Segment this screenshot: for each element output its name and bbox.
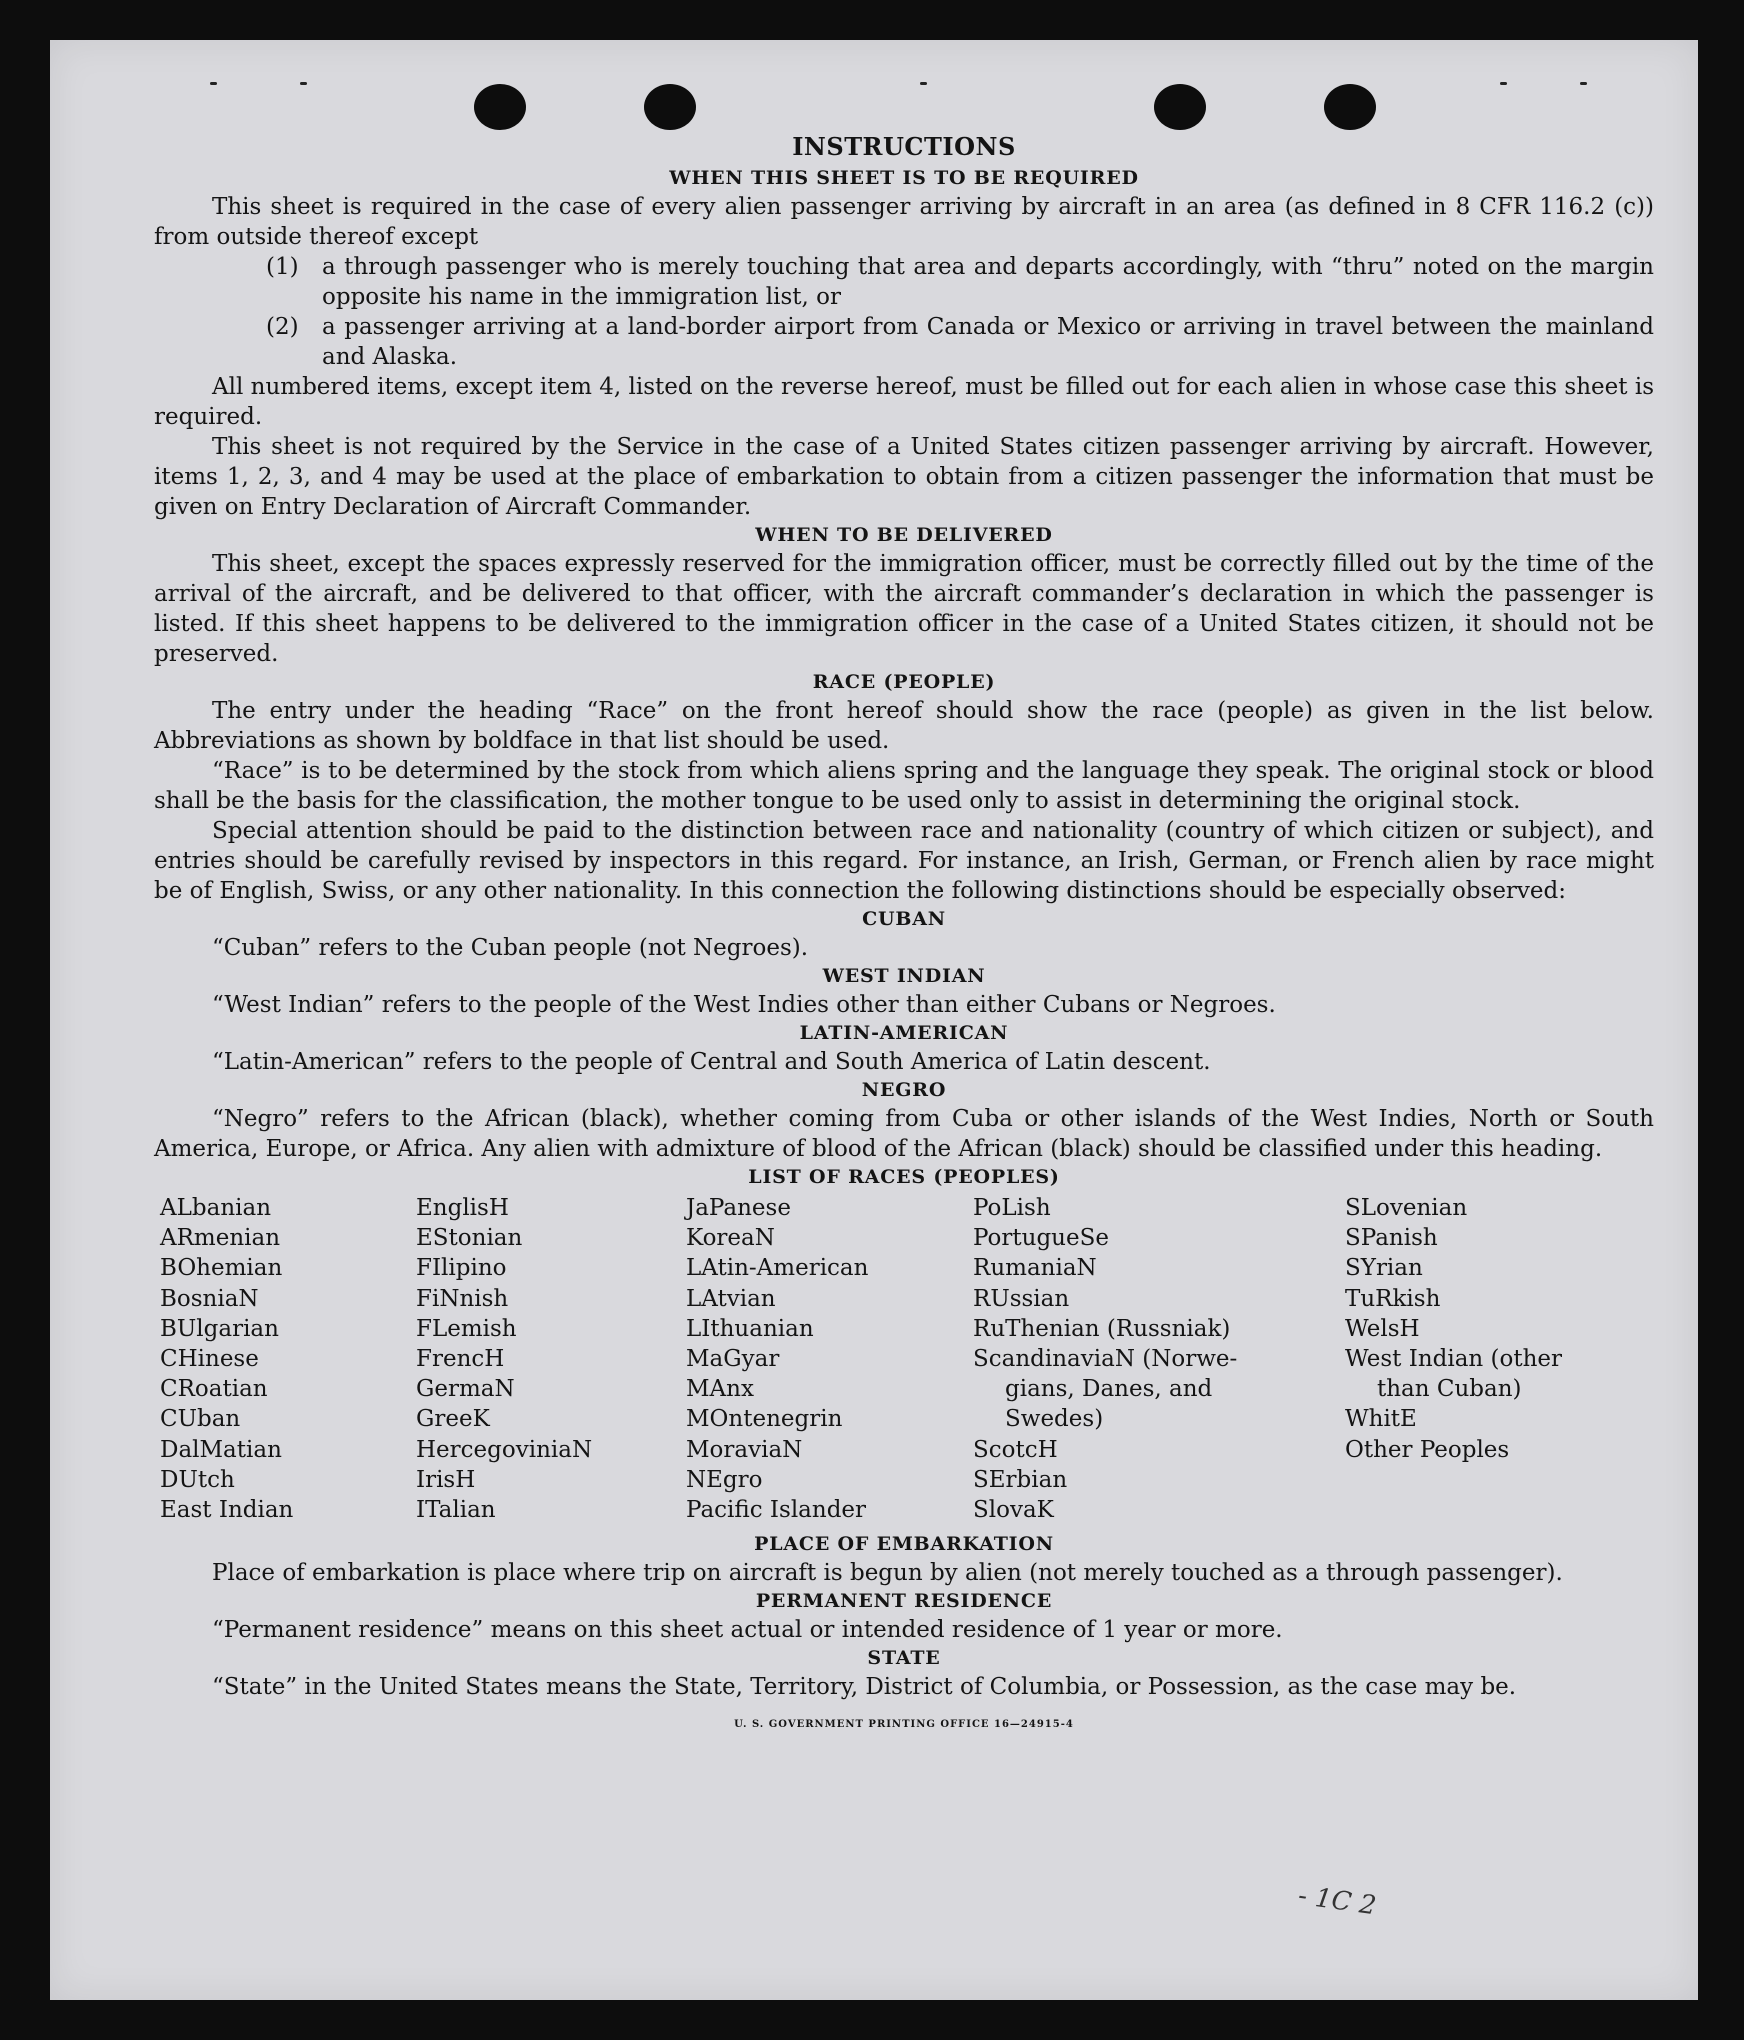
printer-imprint: U. S. GOVERNMENT PRINTING OFFICE 16—24915-4: [734, 1719, 1074, 1731]
paragraph: This sheet is not required by the Service in the case of a United States citizen passenger arriving by aircraft. However, items 1, 2, 3, and 4 may be used at the place of embarkation to obtain from a citizen passenger the information that must be given on Entry Declaration of Aircraft Commander.: [154, 434, 1654, 520]
race-entry: EnglisH: [416, 1195, 509, 1221]
paragraph: All numbered items, except item 4, listed on the reverse hereof, must be filled out for each alien in whose case this sheet is required.: [154, 374, 1654, 430]
punch-hole: [1154, 84, 1206, 130]
speck: [1500, 82, 1507, 85]
race-entry: KoreaN: [686, 1225, 775, 1252]
race-entry: SPanish: [1345, 1225, 1438, 1252]
race-entry: gians, Danes, and: [1005, 1376, 1213, 1403]
section-heading: CUBAN: [862, 908, 946, 930]
race-column: [416, 1193, 686, 1525]
race-entry: MaGyar: [686, 1346, 780, 1373]
race-entry: EStonian: [416, 1225, 523, 1252]
race-entry: IrisH: [416, 1466, 476, 1493]
race-entry: SLovenian: [1345, 1195, 1468, 1221]
paragraph: This sheet, except the spaces expressly reserved for the immigration officer, must be correctly filled out by the time of the arrival of the aircraft, and be delivered to that officer, with the aircraft commander’s declaration in which the passenger is listed. If this sheet happens to be delivered to the immigration officer in the case of a United States citizen, it should not be preserved.: [154, 551, 1654, 667]
race-entry: FIlipino: [416, 1255, 507, 1282]
paragraph: “West Indian” refers to the people of the West Indies other than either Cubans or Negroes.: [212, 992, 1276, 1018]
paragraph: “Latin-American” refers to the people of Central and South America of Latin descent.: [212, 1049, 1211, 1075]
race-entry: SYrian: [1345, 1255, 1423, 1282]
punch-hole: [644, 84, 696, 130]
paragraph: The entry under the heading “Race” on the front hereof should show the race (people) as given in the list below. Abbreviations as shown by boldface in that list should be used.: [154, 698, 1654, 754]
paragraph: “Cuban” refers to the Cuban people (not Negroes).: [212, 935, 809, 961]
race-entry: CRoatian: [160, 1376, 268, 1403]
punch-hole: [474, 84, 526, 130]
race-entry: TuRkish: [1345, 1285, 1441, 1312]
speck: [300, 82, 307, 85]
race-entry: CUban: [160, 1406, 241, 1433]
race-entry: RUssian: [973, 1285, 1070, 1312]
section-heading: WEST INDIAN: [822, 965, 986, 987]
race-list: [160, 1193, 1654, 1525]
item-text: a passenger arriving at a land-border airport from Canada or Mexico or arriving in travel between the mainland and Alaska.: [322, 314, 1654, 370]
instructions-content: [154, 132, 1654, 1740]
section-heading: PLACE OF EMBARKATION: [754, 1533, 1054, 1556]
race-entry: LIthuanian: [686, 1315, 814, 1342]
list-item: [154, 252, 1654, 312]
document-sheet: [50, 40, 1698, 2000]
list-item: [154, 312, 1654, 372]
paragraph: “State” in the United States means the State, Territory, District of Columbia, or Possession, as the case may be.: [212, 1674, 1517, 1701]
section-heading: NEGRO: [861, 1079, 947, 1101]
race-entry: RumaniaN: [973, 1255, 1097, 1282]
page-title: INSTRUCTIONS: [792, 132, 1016, 161]
item-number: (2): [266, 314, 299, 340]
paragraph: “Race” is to be determined by the stock from which aliens spring and the language they speak. The original stock or blood shall be the basis for the classification, the mother tongue to be used only to assist in determining the original stock.: [154, 758, 1654, 814]
race-entry: FrencH: [416, 1346, 505, 1373]
race-column: [686, 1193, 973, 1525]
race-entry: CHinese: [160, 1346, 259, 1373]
race-entry: GermaN: [416, 1376, 515, 1403]
race-entry: MoraviaN: [686, 1436, 803, 1463]
paragraph: “Negro” refers to the African (black), whether coming from Cuba or other islands of the West Indies, North or South America, Europe, or Africa. Any alien with admixture of blood of the African (black) should be classified under this heading.: [154, 1106, 1654, 1162]
race-entry: SErbian: [973, 1466, 1068, 1493]
section-heading: PERMANENT RESIDENCE: [755, 1590, 1053, 1613]
race-entry: DUtch: [160, 1466, 235, 1493]
race-entry: Other Peoples: [1345, 1436, 1510, 1463]
speck: [920, 82, 927, 85]
race-entry: FLemish: [416, 1315, 517, 1342]
race-entry: MAnx: [686, 1376, 754, 1403]
race-entry: FiNnish: [416, 1285, 509, 1312]
race-entry: Swedes): [1005, 1406, 1104, 1433]
race-entry: ITalian: [416, 1497, 496, 1524]
speck: [210, 82, 217, 85]
race-entry: GreeK: [416, 1406, 490, 1433]
race-entry: DalMatian: [160, 1436, 282, 1463]
race-entry: LAtvian: [686, 1285, 776, 1312]
race-entry: ARmenian: [160, 1225, 281, 1252]
race-entry: MOntenegrin: [686, 1406, 843, 1433]
paragraph: Place of embarkation is place where trip on aircraft is begun by alien (not merely touched as a through passenger).: [212, 1560, 1563, 1587]
race-entry: ALbanian: [160, 1195, 272, 1221]
paragraph: This sheet is required in the case of every alien passenger arriving by aircraft in an area (as defined in 8 CFR 116.2 (c)) from outside thereof except: [154, 194, 1654, 250]
race-entry: West Indian (other: [1345, 1346, 1563, 1373]
section-heading: STATE: [867, 1647, 941, 1670]
race-column: [160, 1193, 416, 1525]
item-number: (1): [266, 254, 299, 280]
race-entry: PortugueSe: [973, 1225, 1109, 1252]
section-heading: WHEN THIS SHEET IS TO BE REQUIRED: [669, 167, 1139, 189]
race-entry: BOhemian: [160, 1255, 283, 1282]
punch-hole: [1324, 84, 1376, 130]
race-entry: JaPanese: [686, 1195, 791, 1221]
race-entry: ScandinaviaN (Norwe-: [973, 1346, 1238, 1373]
section-heading: LIST OF RACES (PEOPLES): [748, 1166, 1060, 1188]
item-text: a through passenger who is merely touching that area and departs accordingly, with “thru” noted on the margin opposite his name in the immigration list, or: [322, 254, 1654, 310]
race-entry: East Indian: [160, 1497, 294, 1524]
race-column: [1345, 1193, 1615, 1525]
race-column: [973, 1193, 1345, 1525]
paragraph: “Permanent residence” means on this sheet actual or intended residence of 1 year or more.: [212, 1617, 1283, 1644]
race-entry: HercegoviniaN: [416, 1436, 593, 1463]
race-entry: Pacific Islander: [686, 1497, 867, 1524]
race-entry: RuThenian (Russniak): [973, 1315, 1231, 1342]
race-entry: PoLish: [973, 1195, 1051, 1221]
section-heading: RACE (PEOPLE): [812, 671, 996, 693]
race-entry: LAtin-American: [686, 1255, 869, 1282]
section-heading: WHEN TO BE DELIVERED: [755, 524, 1053, 546]
handwritten-mark: - 1C 2: [1296, 1880, 1379, 1922]
race-entry: BosniaN: [160, 1285, 259, 1312]
race-entry: than Cuban): [1377, 1376, 1522, 1403]
race-entry: BUlgarian: [160, 1315, 279, 1342]
paragraph: Special attention should be paid to the distinction between race and nationality (country of which citizen or subject), and entries should be carefully revised by inspectors in this regard. For instance, an Irish, German, or French alien by race might be of English, Swiss, or any other nationality. In this connection the following distinctions should be especially observed:: [154, 818, 1654, 904]
race-entry: NEgro: [686, 1466, 763, 1493]
race-entry: SlovaK: [973, 1497, 1054, 1524]
speck: [1580, 82, 1587, 85]
race-entry: ScotcH: [973, 1436, 1058, 1463]
section-heading: LATIN-AMERICAN: [799, 1022, 1009, 1044]
race-entry: WelsH: [1345, 1315, 1420, 1342]
race-entry: WhitE: [1345, 1406, 1417, 1433]
